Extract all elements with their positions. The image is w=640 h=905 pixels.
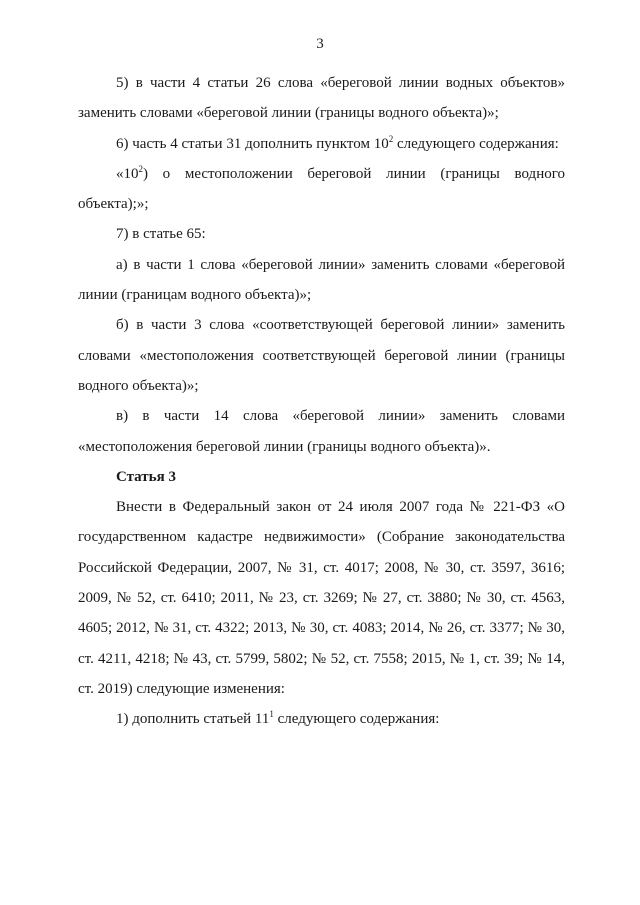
paragraph-item-6-tail: следующего содержания: bbox=[393, 135, 559, 152]
quoted-point-tail: ) о местоположении береговой линии (границы водного объекта);»; bbox=[78, 165, 565, 213]
document-body bbox=[78, 68, 565, 735]
article-3-body: Внести в Федеральный закон от 24 июля 2007 года № 221-ФЗ «О государственном кадастре недвижимости» (Собрание законодательства Российской Федерации, 2007, № 31, ст. 4017; 2008, № 30, ст. 3597, 3616; 2009, № 52, ст. 6410; 2011, № 23, ст. 3269; № 27, ст. 3880; № 30, ст. 4563, 4605; 2012, № 31, ст. 4322; 2013, № 30, ст. 4083; 2014, № 26, ст. 3377; № 30, ст. 4211, 4218; № 43, ст. 5799, 5802; № 52, ст. 7558; 2015, № 1, ст. 39; № 14, ст. 2019) следующие изменения: bbox=[78, 499, 565, 697]
quoted-point-10-2 bbox=[78, 159, 565, 220]
paragraph-item-6 bbox=[78, 129, 565, 159]
paragraph-item-7: 7) в статье 65: bbox=[116, 226, 206, 243]
quoted-point-text: «10 bbox=[116, 165, 139, 182]
superscript: 2 bbox=[138, 163, 143, 174]
subitem-b: б) в части 3 слова «соответствующей береговой линии» заменить словами «местоположения соответствующей береговой линии (границы водного объекта)»; bbox=[78, 317, 565, 394]
article-3-heading: Статья 3 bbox=[116, 468, 176, 485]
superscript: 2 bbox=[388, 133, 394, 144]
subitem-a: а) в части 1 слова «береговой линии» заменить словами «береговой линии (границам водного объекта)»; bbox=[78, 256, 565, 304]
paragraph-item-5: 5) в части 4 статьи 26 слова «береговой линии водных объектов» заменить словами «береговой линии (границы водного объекта)»; bbox=[78, 75, 565, 122]
paragraph-item-1-tail: следующего содержания: bbox=[273, 711, 440, 728]
superscript: 1 bbox=[269, 709, 274, 720]
paragraph-item-1-text: 1) дополнить статьей 11 bbox=[116, 711, 270, 728]
subitem-v: в) в части 14 слова «береговой линии» заменить словами «местоположения береговой линии (границы водного объекта)». bbox=[78, 408, 565, 455]
page-number: 3 bbox=[316, 36, 324, 52]
paragraph-item-1 bbox=[78, 704, 565, 734]
paragraph-item-6-text: 6) часть 4 статьи 31 дополнить пунктом 10 bbox=[116, 135, 389, 152]
